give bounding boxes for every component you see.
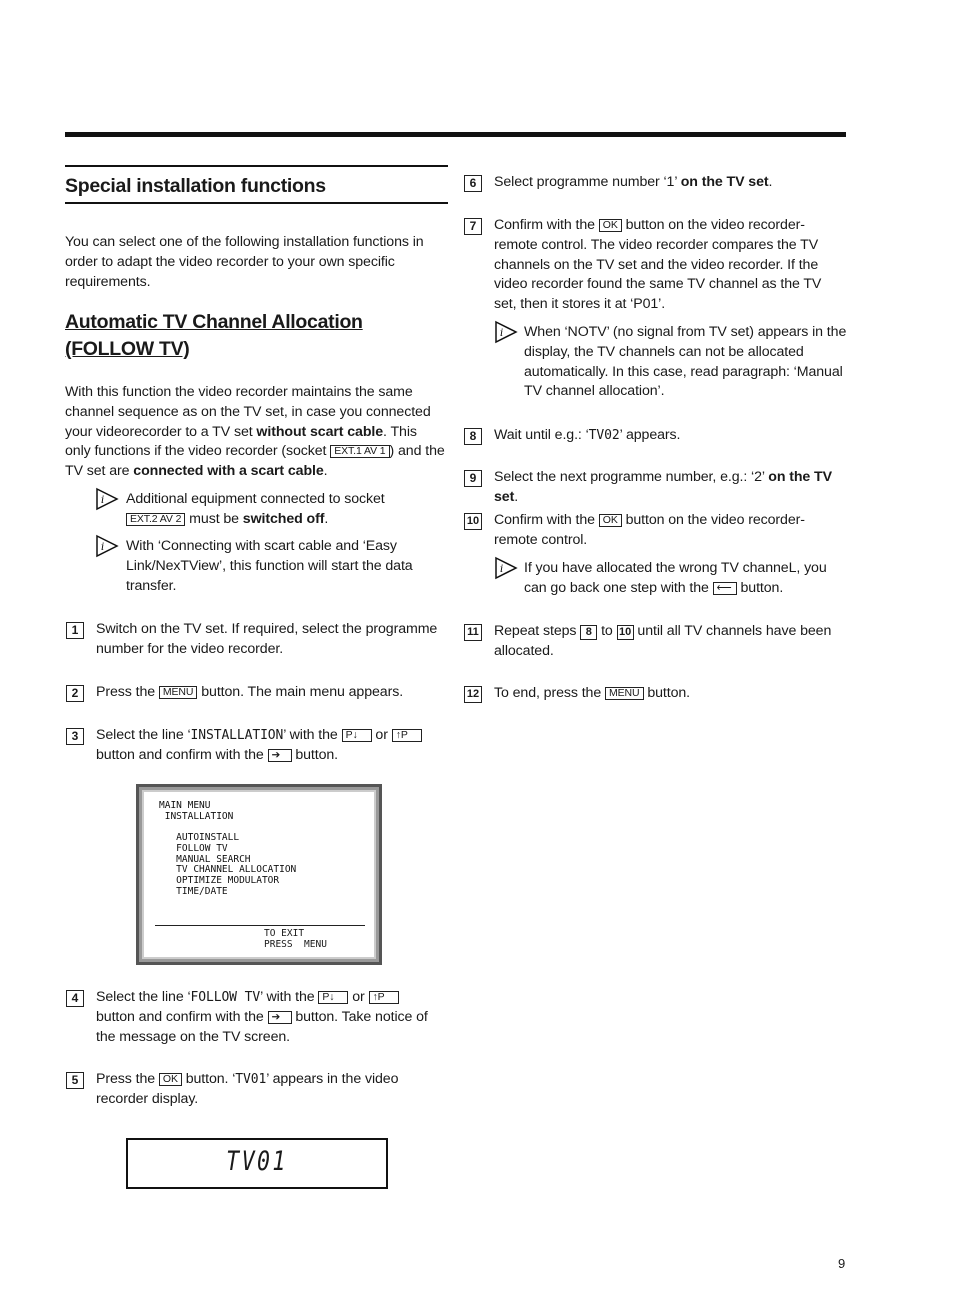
p-down-key: P↓ <box>342 729 372 742</box>
menu-key: MENU <box>605 687 644 700</box>
tv-menu-lines: MAIN MENU INSTALLATION AUTOINSTALL FOLLOW TV MANUAL SEARCH TV CHANNEL ALLOCATION OPTIMIZE MODULATOR TIME/DATE <box>159 800 297 897</box>
step-text: Repeat steps <box>494 623 581 639</box>
step-text: Confirm with the <box>494 512 599 528</box>
note-scart-cable: With ‘Connecting with scart cable and ‘Easy Link/NexTView’, this function will start the data transfer. <box>126 538 413 594</box>
step-text: ’ with the <box>283 727 342 743</box>
subheading <box>65 309 445 363</box>
menu-line-name: INSTALLATION <box>190 728 284 743</box>
step-bold: on the TV set <box>494 469 832 505</box>
display-code: TV01 <box>235 1072 267 1087</box>
step-number: 2 <box>66 685 84 702</box>
step-text: button. ‘ <box>181 1071 236 1087</box>
page-number: 9 <box>838 1256 846 1271</box>
heading-rule-top <box>65 165 448 167</box>
step-number: 12 <box>464 686 482 703</box>
note-go-back <box>524 559 849 599</box>
step-2-text <box>96 683 441 703</box>
step-ref: 8 <box>580 625 597 640</box>
step-text: ’ with the <box>260 989 319 1005</box>
heading-rule-bottom <box>65 202 448 204</box>
note-text: Additional equipment connected to socket <box>126 491 385 507</box>
display-readout: TV01 <box>226 1146 288 1177</box>
step-number: 3 <box>66 728 84 745</box>
svg-text:i: i <box>101 495 105 506</box>
step-text: button on the video recorder-remote control. The video recorder compares the TV channels on the TV set and the video recorder. If the video recorder found the same TV channel as the TV set, then it stores it at ‘P01’. <box>494 217 822 313</box>
note-additional-equipment <box>126 490 436 530</box>
step-9-text <box>494 468 854 508</box>
note-text: If you have allocated the wrong TV channeL, you can go back one step with the <box>524 560 827 596</box>
para-text: ) and the TV set are <box>65 443 445 480</box>
step-text: Select the next programme number, e.g.: ‘2’ <box>494 469 769 485</box>
top-rule <box>65 132 846 137</box>
step-text: To end, press the <box>494 685 605 701</box>
step-text: Confirm with the <box>494 217 599 233</box>
step-text: Select the line ‘ <box>96 989 191 1005</box>
note-bold: switched off <box>242 510 325 527</box>
step-text: ’ appears. <box>619 427 681 443</box>
info-icon <box>494 320 518 344</box>
tv-menu-footer: TO EXIT PRESS MENU <box>264 928 327 950</box>
svg-text:i: i <box>500 564 504 575</box>
info-icon <box>95 487 119 511</box>
recorder-display <box>126 1138 388 1189</box>
socket-label: EXT.2 AV 2 <box>126 513 185 526</box>
step-number: 1 <box>66 622 84 639</box>
step-text: Select the line ‘ <box>96 727 191 743</box>
p-down-key: P↓ <box>318 991 348 1004</box>
ok-key: OK <box>599 514 622 527</box>
tv-menu-screen <box>136 784 382 965</box>
step-text: Press the <box>96 1071 159 1087</box>
right-arrow-key: ➔ <box>268 1011 292 1024</box>
step-text: button and confirm with the <box>96 1008 268 1025</box>
step-4-text <box>96 988 441 1047</box>
para-text: . This only functions if the video recorder (socket <box>65 423 417 460</box>
step-number: 8 <box>464 428 482 445</box>
step-text: or <box>371 727 392 743</box>
right-arrow-key: ➔ <box>268 749 292 762</box>
ok-key: OK <box>599 219 622 232</box>
menu-line-name: FOLLOW TV <box>190 990 261 1005</box>
step-text: button. The main menu appears. <box>197 684 404 700</box>
para-text: With this function the video recorder maintains the same channel sequence as on the TV set, in case you connected your videorecorder to a TV set <box>65 384 431 440</box>
step-text: button. <box>643 685 691 701</box>
step-8-text <box>494 426 839 446</box>
intro-text: You can select one of the following installation functions in order to adapt the video recorder to your own specific requirements. <box>65 234 424 290</box>
step-number: 5 <box>66 1072 84 1089</box>
step-text: . <box>768 174 773 190</box>
menu-key: MENU <box>159 686 198 699</box>
step-text: until all TV channels have been allocated. <box>494 623 832 659</box>
step-text: button. <box>291 746 339 763</box>
step-number: 4 <box>66 990 84 1007</box>
step-5-text <box>96 1070 441 1110</box>
step-text: ’ appears in the video recorder display. <box>96 1071 399 1107</box>
step-number: 7 <box>464 218 482 235</box>
step-number: 9 <box>464 470 482 487</box>
para-text: . <box>323 463 328 480</box>
subheading-line1: Automatic TV Channel Allocation <box>65 311 363 333</box>
subheading-line2: (FOLLOW TV) <box>65 338 190 360</box>
description-paragraph <box>65 383 445 482</box>
step-bold: on the TV set <box>680 174 769 190</box>
para-bold: connected with a scart cable <box>133 463 324 480</box>
step-number: 11 <box>464 624 482 641</box>
note-notv: When ‘NOTV’ (no signal from TV set) appears in the display, the TV channels can not be allocated automatically. In this case, read paragraph: ‘Manual TV channel allocation’. <box>524 324 847 400</box>
socket-label: EXT.1 AV 1 <box>330 445 389 458</box>
step-text: . <box>514 488 519 505</box>
para-bold: without scart cable <box>256 423 384 440</box>
step-10-text <box>494 511 839 551</box>
svg-text:i: i <box>101 542 105 553</box>
step-text: Select programme number ‘1’ <box>494 174 681 190</box>
p-up-key: ↑P <box>392 729 422 742</box>
note-text: button. <box>736 579 784 596</box>
info-icon <box>494 556 518 580</box>
p-up-key: ↑P <box>369 991 399 1004</box>
step-number: 10 <box>464 513 482 530</box>
tv-menu-divider <box>155 925 365 926</box>
step-text: Press the <box>96 684 159 700</box>
note-text: must be <box>185 510 243 527</box>
step-text: button and confirm with the <box>96 746 268 763</box>
svg-text:i: i <box>500 328 504 339</box>
step-6-text <box>494 173 849 193</box>
step-text: to <box>597 623 617 639</box>
step-11-text <box>494 622 844 662</box>
step-7-text <box>494 216 839 315</box>
step-1-text: Switch on the TV set. If required, select the programme number for the video recorder. <box>96 621 438 657</box>
display-code: TV02 <box>588 428 620 443</box>
ok-key: OK <box>159 1073 182 1086</box>
step-text: button. Take notice of the message on the TV screen. <box>96 1008 428 1045</box>
step-3-text <box>96 726 441 766</box>
section-heading: Special installation functions <box>65 175 326 197</box>
step-text: or <box>348 989 369 1005</box>
step-ref: 10 <box>617 625 634 640</box>
step-number: 6 <box>464 175 482 192</box>
info-icon <box>95 534 119 558</box>
step-text: button on the video recorder-remote control. <box>494 512 805 548</box>
step-text: Wait until e.g.: ‘ <box>494 427 589 443</box>
left-arrow-key: ⟵ <box>713 582 737 595</box>
note-text: . <box>324 510 329 527</box>
step-12-text <box>494 684 839 704</box>
